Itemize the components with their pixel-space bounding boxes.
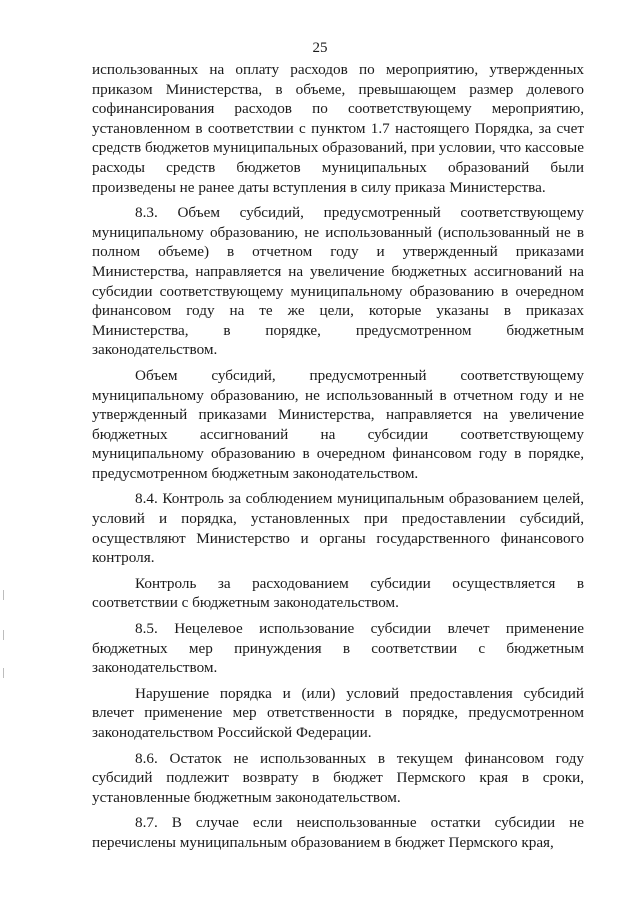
document-body: [92, 60, 584, 853]
page-number: 25: [312, 40, 328, 56]
paragraph-8-7: 8.7. В случае если неиспользованные остатки субсидии не перечислены муниципальным образованием в бюджет Пермского края,: [92, 814, 584, 851]
paragraph-8-3: 8.3. Объем субсидий, предусмотренный соответствующему муниципальному образованию, не использованный (использованный не в полном объеме) в отчетном году и утвержденный приказами Министерства, направляется на увеличение бюджетных ассигнований на субсидии соответствующему муниципальному образованию в очередном финансовом году на те же цели, которые указаны в приказах Министерства, в порядке, предусмотренном бюджетным законодательством.: [92, 204, 584, 359]
paragraph-8-5-part-2: Нарушение порядка и (или) условий предоставления субсидий влечет применение мер ответственности в порядке, предусмотренном законодательством Российской Федерации.: [92, 684, 584, 741]
paragraph-8-3-part-2: Объем субсидий, предусмотренный соответствующему муниципальному образованию, не использованный в отчетном году и не утвержденный приказами Министерства, направляется на увеличение бюджетных ассигнований на субсидии соответствующему муниципальному образованию в очередном финансовом году в порядке, предусмотренном бюджетным законодательством.: [92, 366, 584, 482]
paragraph-8-6: 8.6. Остаток не использованных в текущем финансовом году субсидий подлежит возврату в бюджет Пермского края в сроки, установленные бюджетным законодательством.: [92, 749, 584, 806]
scan-margin-mark: [3, 668, 4, 678]
paragraph-8-5: 8.5. Нецелевое использование субсидии влечет применение бюджетных мер принуждения в соответствии с бюджетным законодательством.: [92, 620, 584, 677]
paragraph-continuation: использованных на оплату расходов по мероприятию, утвержденных приказом Министерства, в объеме, превышающем размер долевого софинансирования расходов по соответствующему мероприятию, установленном в соответствии с пунктом 1.7 настоящего Порядка, за счет средств бюджетов муниципальных образований, при условии, что кассовые расходы средств бюджетов муниципальных образований были произведены не ранее даты вступления в силу приказа Министерства.: [92, 61, 584, 196]
scan-margin-mark: [3, 590, 4, 600]
scan-margin-mark: [3, 630, 4, 640]
paragraph-8-4-part-2: Контроль за расходованием субсидии осуществляется в соответствии с бюджетным законодательством.: [92, 574, 584, 612]
paragraph-8-4: 8.4. Контроль за соблюдением муниципальным образованием целей, условий и порядка, установленных при предоставлении субсидий, осуществляют Министерство и органы государственного финансового контроля.: [92, 490, 584, 567]
